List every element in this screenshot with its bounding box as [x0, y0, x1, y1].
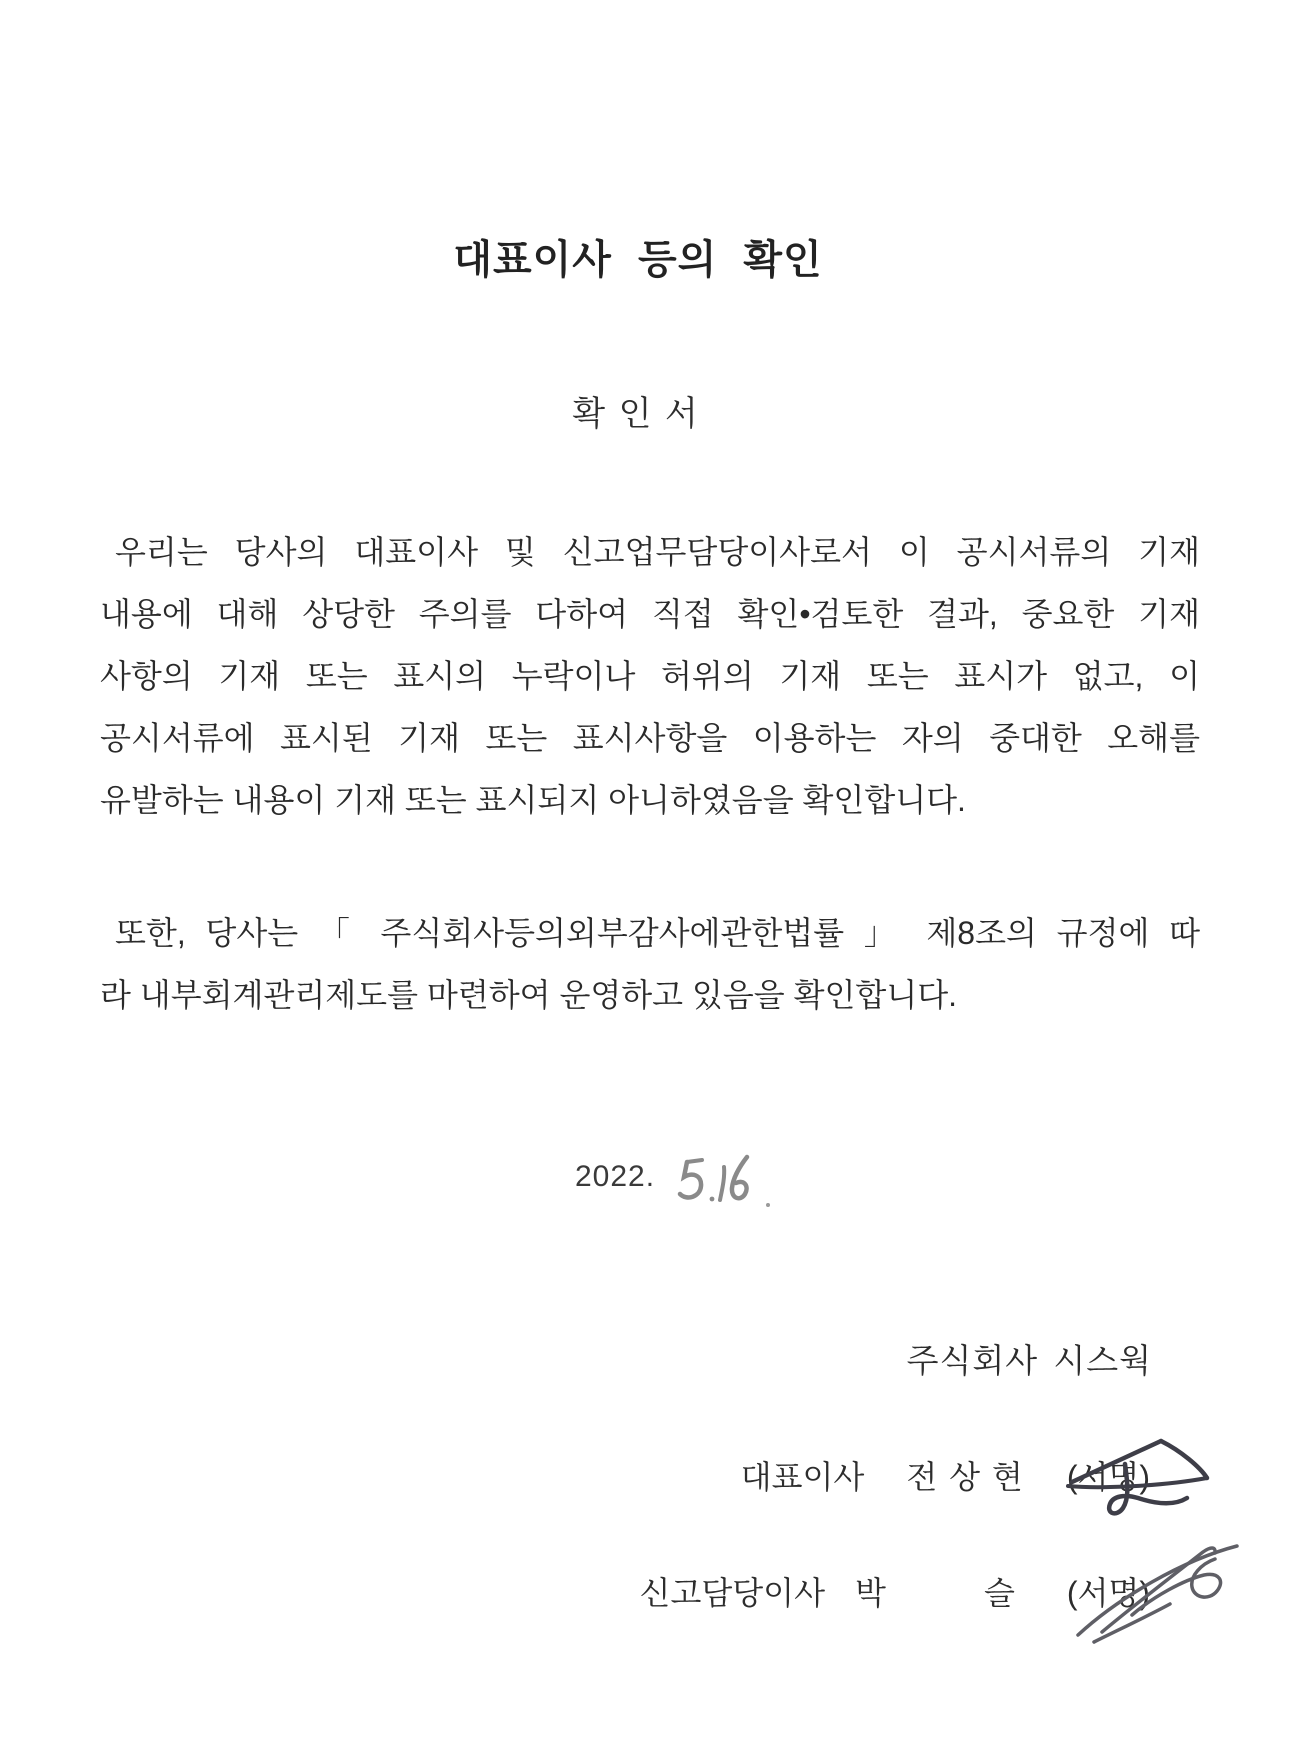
signer-name: 전 상 현	[906, 1459, 1023, 1495]
signer-row-ceo	[741, 1452, 1150, 1498]
paragraph-line: 또한, 당사는 「 주식회사등의외부감사에관한법률 」 제8조의 규정에 따	[115, 915, 1200, 951]
paragraph-line: 유발하는 내용이 기재 또는 표시되지 아니하였음을 확인합니다.	[100, 782, 966, 818]
paragraph-line: 사항의 기재 또는 표시의 누락이나 허위의 기재 또는 표시가 없고, 이	[100, 658, 1200, 694]
signature-placeholder-label: (서명)	[1066, 1575, 1150, 1611]
paragraph-line: 우리는 당사의 대표이사 및 신고업무담당이사로서 이 공시서류의 기재	[115, 534, 1200, 570]
paragraph-line: 내용에 대해 상당한 주의를 다하여 직접 확인•검토한 결과, 중요한 기재	[100, 596, 1200, 632]
date-printed-year: 2022.	[575, 1160, 656, 1193]
signer-role: 신고담당이사	[639, 1575, 826, 1611]
paragraph-declaration	[100, 521, 1200, 831]
paragraph-internal-control	[100, 902, 1200, 1026]
company-name: 주식회사 시스웍	[906, 1342, 1152, 1379]
paragraph-line: 라 내부회계관리제도를 마련하여 운영하고 있음을 확인합니다.	[100, 977, 958, 1013]
signer-name: 박	[855, 1575, 886, 1611]
signer-name: 슬	[983, 1575, 1015, 1611]
signature-placeholder-label: (서명)	[1066, 1459, 1150, 1495]
handwritten-date	[677, 1154, 755, 1208]
scan-speck	[766, 1203, 770, 1207]
document-subtitle: 확 인 서	[572, 395, 700, 433]
signer-role: 대표이사	[740, 1459, 865, 1495]
paragraph-line: 공시서류에 표시된 기재 또는 표시사항을 이용하는 자의 중대한 오해를	[100, 720, 1200, 756]
document-title: 대표이사 등의 확인	[453, 238, 823, 282]
signer-row-officer	[640, 1568, 1150, 1614]
date-line	[575, 1160, 755, 1208]
